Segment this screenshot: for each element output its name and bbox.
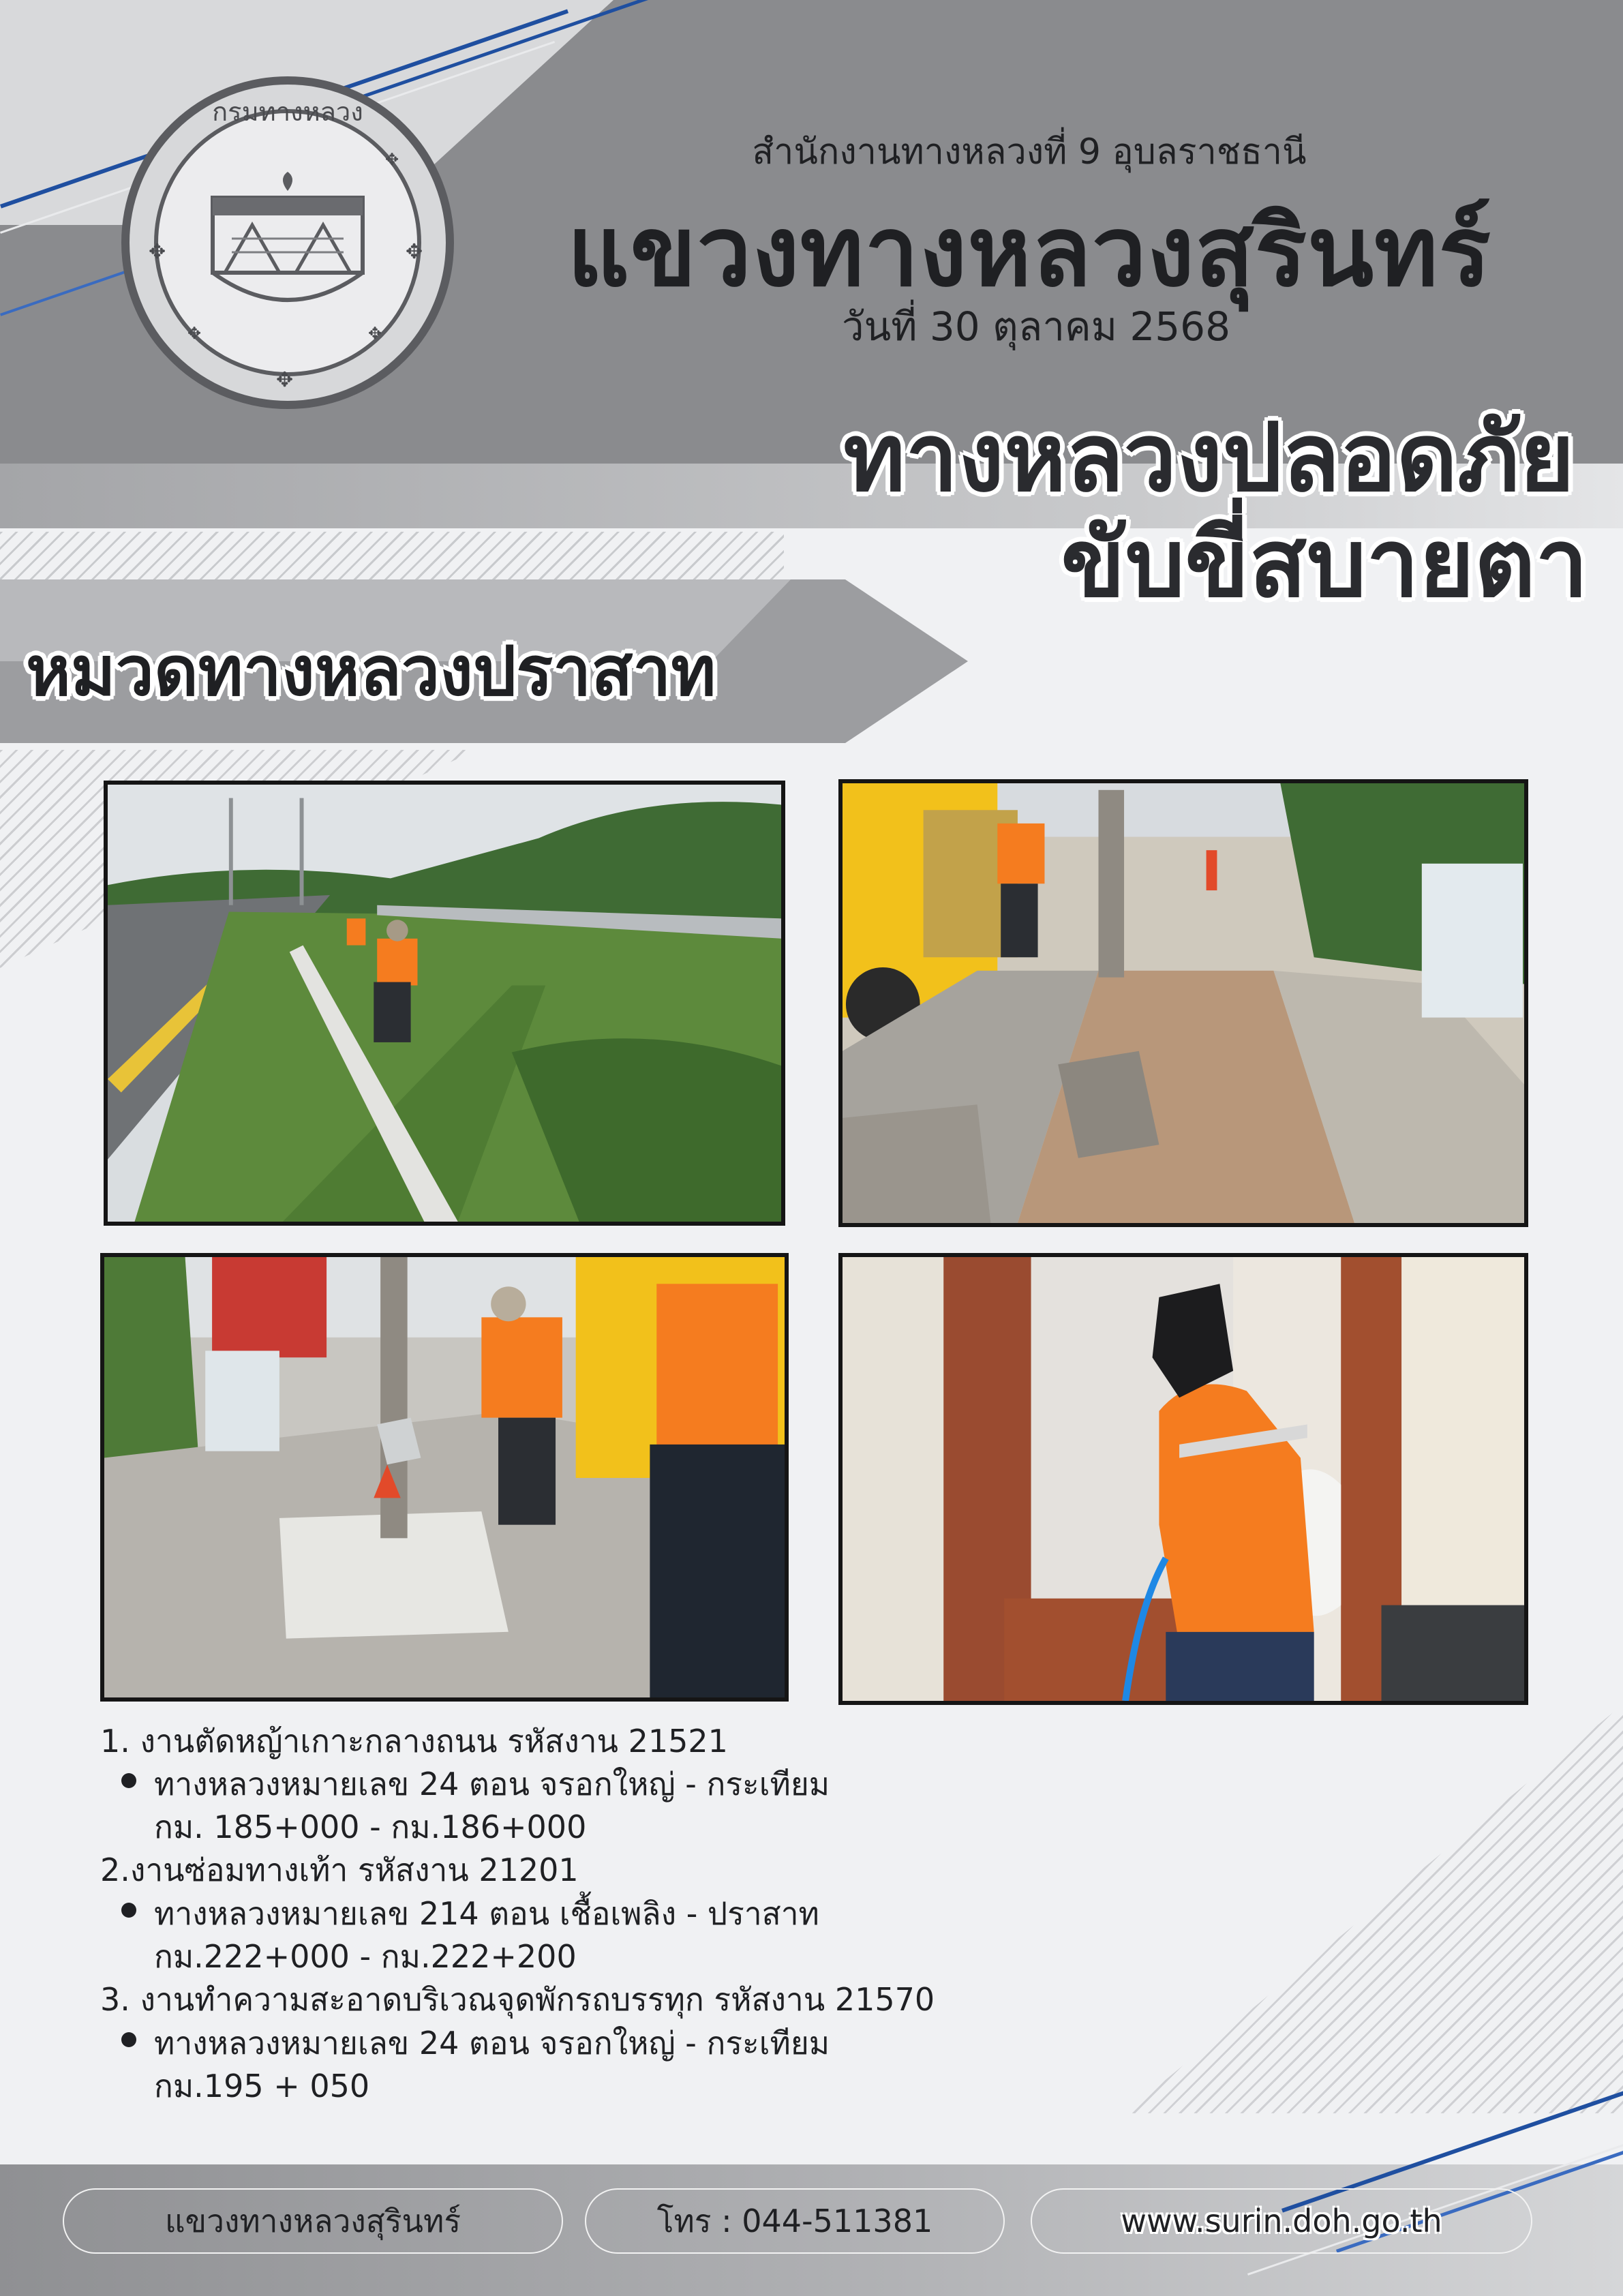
header-hatching [0,532,784,579]
slogan-line-2: ขับขี่สบายตา [1061,509,1588,618]
work-item-3-heading: 3. งานทำความสะอาดบริเวณจุดพักรถบรรทุก รหัสงาน 21570 [100,1981,935,2018]
work-item-3-km: กม.195 + 050 [154,2068,370,2104]
diamond-ornament-icon: ✥ [406,240,423,264]
footpath-repair-photo [104,1257,785,1697]
work-item-3-route: ทางหลวงหมายเลข 24 ตอน จรอกใหญ่ - กระเทียม [154,2025,830,2061]
diamond-ornament-icon: ✥ [368,324,382,343]
footer-phone: โทร : 044-511381 [656,2202,933,2239]
work-item-2-route: ทางหลวงหมายเลข 214 ตอน เชื้อเพลิง - ปราสาท [154,1895,819,1932]
section-title: หมวดทางหลวงปราสาท [26,631,716,711]
bullet-icon [121,2032,136,2047]
work-item-1-heading: 1. งานตัดหญ้าเกาะกลางถนน รหัสงาน 21521 [100,1723,728,1759]
office-name: สำนักงานทางหลวงที่ 9 อุบลราชธานี [752,132,1307,172]
logo-text: กรมทางหลวง [212,97,363,127]
photo-restroom-cleaning [838,1253,1528,1705]
date-label: วันที่ 30 ตุลาคม 2568 [842,303,1230,350]
footer-website-link[interactable]: www.surin.doh.go.th [1121,2203,1442,2239]
emblem-icon [204,170,371,320]
footer-org: แขวงทางหลวงสุรินทร์ [164,2202,461,2239]
footpath-excavation-photo [843,783,1524,1223]
photo-footpath-excavation [838,779,1528,1227]
work-item-1-route: ทางหลวงหมายเลข 24 ตอน จรอกใหญ่ - กระเทียม [154,1766,830,1802]
roadside-grass-cutting-photo [108,785,781,1222]
right-hatching [1125,1704,1623,2113]
photo-grass-cutting [104,781,785,1226]
photo-footpath-repair [100,1253,789,1702]
diamond-ornament-icon: ✥ [385,150,399,169]
slogan-line-1: ทางหลวงปลอดภัย [843,403,1575,513]
footer-phone-pill [585,2188,1005,2254]
diamond-ornament-icon: ✥ [276,368,294,392]
work-item-2-km: กม.222+000 - กม.222+200 [154,1938,577,1975]
restroom-cleaning-photo [843,1257,1524,1701]
footer-website-pill[interactable] [1031,2188,1532,2254]
work-item-2-heading: 2.งานซ่อมทางเท้า รหัสงาน 21201 [100,1852,579,1888]
bullet-icon [121,1773,136,1788]
diamond-ornament-icon: ✥ [149,240,166,264]
bullet-icon [121,1903,136,1918]
page-title: แขวงทางหลวงสุรินทร์ [567,196,1491,308]
work-item-1-km: กม. 185+000 - กม.186+000 [154,1809,587,1845]
footer-org-pill [63,2188,563,2254]
diamond-ornament-icon: ✥ [187,324,202,343]
